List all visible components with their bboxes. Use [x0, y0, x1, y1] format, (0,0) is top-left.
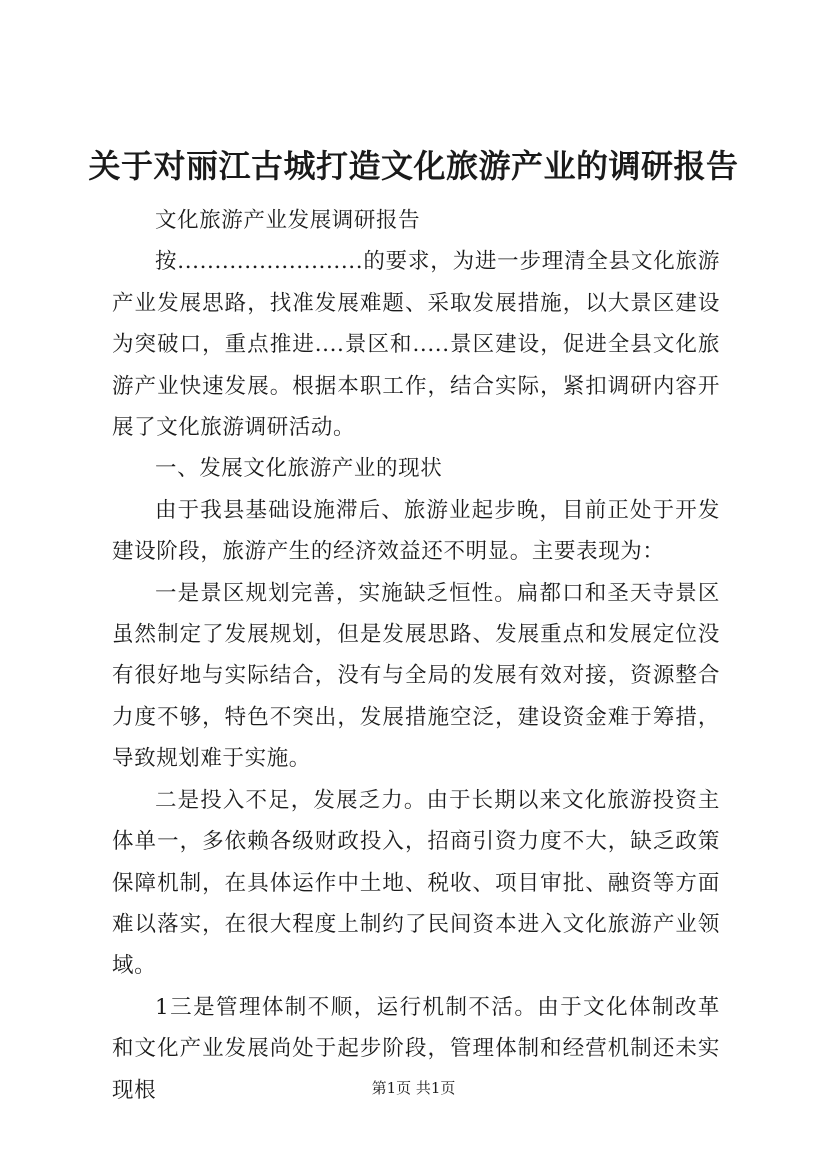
paragraph-subtitle: 文化旅游产业发展调研报告	[155, 208, 421, 233]
section-heading: 一、发展文化旅游产业的现状	[155, 456, 443, 482]
document-body	[112, 200, 720, 1111]
paragraph-point-two: 二是投入不足，发展乏力。由于长期以来文化旅游投资主体单一，多依赖各级财政投入，招商引资力度不大，缺乏政策保障机制，在具体运作中土地、税收、项目审批、融资等方面难以落实，在很大程度上制约了民间资本进入文化旅游产业领域。	[112, 787, 720, 979]
paragraph-status: 由于我县基础设施滞后、旅游业起步晚，目前正处于开发建设阶段，旅游产生的经济效益还不明显。主要表现为：	[112, 497, 720, 565]
paragraph-intro: 按.........................的要求，为进一步理清全县文化旅游产业发展思路，找准发展难题、采取发展措施，以大景区建设为突破口，重点推进....景区和.....景区建设，促进全县文化旅游产业快速发展。根据本职工作，结合实际，紧扣调研内容开展了文化旅游调研活动。	[112, 249, 720, 441]
document-title: 关于对丽江古城打造文化旅游产业的调研报告	[88, 147, 739, 185]
paragraph-point-three: 1三是管理体制不顺，运行机制不活。由于文化体制改革和文化产业发展尚处于起步阶段，管理体制和经营机制还未实现根	[112, 994, 720, 1103]
paragraph-point-one: 一是景区规划完善，实施缺乏恒性。扁都口和圣天寺景区虽然制定了发展规划，但是发展思路、发展重点和发展定位没有很好地与实际结合，没有与全局的发展有效对接，资源整合力度不够，特色不突出，发展措施空泛，建设资金难于筹措，导致规划难于实施。	[112, 580, 720, 772]
page-number-footer: 第1页 共1页	[371, 1079, 456, 1097]
